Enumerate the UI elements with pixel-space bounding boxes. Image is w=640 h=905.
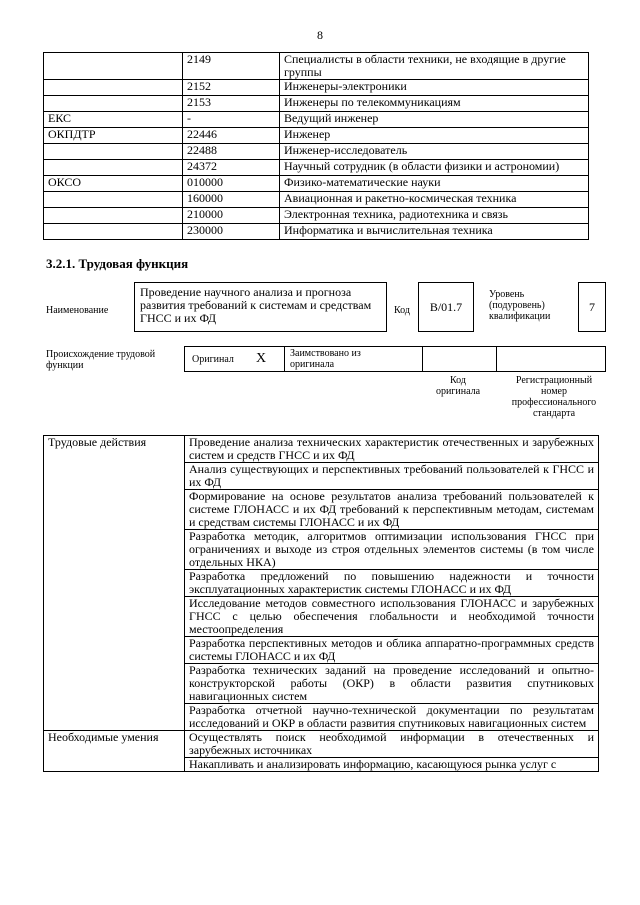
classifier-row xyxy=(44,192,589,208)
labor-action: Исследование методов совместного использования ГЛОНАСС и зарубежных ГНСС с целью обеспечения глобальности и необходимой точности местоопределения xyxy=(185,597,599,637)
labor-actions-table xyxy=(43,435,599,772)
classifier-code: 22446 xyxy=(183,128,280,144)
classifier-name xyxy=(44,160,183,176)
occupation-name: Физико-математические науки xyxy=(280,176,589,192)
classifier-name: ОКПДТР xyxy=(44,128,183,144)
labor-action: Разработка технических заданий на проведение исследований и опытно-конструкторской работы (ОКР) в области развития спутниковых навигационных систем xyxy=(185,664,599,704)
classifier-code: - xyxy=(183,112,280,128)
classifier-name xyxy=(44,80,183,96)
labor-action: Разработка методик, алгоритмов оптимизации использования ГНСС при ограничениях и выходе из строя отдельных элементов системы (в том числе отдельных НКА) xyxy=(185,530,599,570)
borrowed-label: Заимствовано из оригинала xyxy=(290,348,361,370)
occupation-name: Ведущий инженер xyxy=(280,112,589,128)
labor-actions-label: Трудовые действия xyxy=(44,436,185,731)
occupation-name: Авиационная и ракетно-космическая техника xyxy=(280,192,589,208)
level-value: 7 xyxy=(589,300,595,314)
occupation-name: Научный сотрудник (в области физики и астрономии) xyxy=(280,160,589,176)
classifier-name: ОКСО xyxy=(44,176,183,192)
classifier-code: 2153 xyxy=(183,96,280,112)
classifier-row xyxy=(44,96,589,112)
origin-label: Происхождение трудовой функции xyxy=(46,349,156,371)
classifier-row xyxy=(44,208,589,224)
level-label: Уровень (подуровень) квалификации xyxy=(489,289,551,322)
code-value: B/01.7 xyxy=(429,300,463,314)
skill-row xyxy=(44,731,599,758)
labor-action: Разработка предложений по повышению надежности и точности эксплуатационных характеристик системы ГЛОНАСС и их ФД xyxy=(185,570,599,597)
name-label: Наименование xyxy=(46,305,109,316)
code-label: Код xyxy=(394,305,410,316)
skill: Осуществлять поиск необходимой информации в отечественных и зарубежных источниках xyxy=(185,731,599,758)
classifier-code: 160000 xyxy=(183,192,280,208)
origin-box xyxy=(184,346,606,372)
reg-number-label: Регистрационный номер профессионального стандарта xyxy=(511,375,597,419)
skills-label: Необходимые умения xyxy=(44,731,185,772)
classifier-code: 210000 xyxy=(183,208,280,224)
origin-divider-2 xyxy=(422,346,423,372)
origin-divider-3 xyxy=(496,346,497,372)
level-box xyxy=(578,282,606,332)
classifier-row xyxy=(44,160,589,176)
classifier-table xyxy=(43,52,589,240)
classifier-code: 24372 xyxy=(183,160,280,176)
function-name: Проведение научного анализа и прогноза развития требований к системам и средствам ГНСС и их ФД xyxy=(140,285,372,325)
classifier-row xyxy=(44,112,589,128)
classifier-row xyxy=(44,128,589,144)
orig-code-label: Код оригинала xyxy=(435,375,481,397)
skill: Накапливать и анализировать информацию, касающуюся рынка услуг с xyxy=(185,758,599,772)
classifier-code: 22488 xyxy=(183,144,280,160)
classifier-code: 2149 xyxy=(183,53,280,80)
labor-action-row xyxy=(44,436,599,463)
labor-action: Проведение анализа технических характеристик отечественных и зарубежных систем и средств ГНСС и их ФД xyxy=(185,436,599,463)
occupation-name: Инженеры-электроники xyxy=(280,80,589,96)
labor-action: Формирование на основе результатов анализа требований пользователей к системе ГЛОНАСС и их ФД требований к перспективным методам, системам и средствам системы ГЛОНАСС и их ФД xyxy=(185,490,599,530)
labor-action: Анализ существующих и перспективных требований пользователей к ГНСС и их ФД xyxy=(185,463,599,490)
occupation-name: Инженеры по телекоммуникациям xyxy=(280,96,589,112)
classifier-code: 2152 xyxy=(183,80,280,96)
labor-action: Разработка перспективных методов и облика аппаратно-программных средств системы ГЛОНАСС и их ФД xyxy=(185,637,599,664)
classifier-name xyxy=(44,96,183,112)
occupation-name: Инженер xyxy=(280,128,589,144)
original-label: Оригинал xyxy=(192,354,234,365)
occupation-name: Электронная техника, радиотехника и связь xyxy=(280,208,589,224)
classifier-code: 230000 xyxy=(183,224,280,240)
classifier-row xyxy=(44,53,589,80)
classifier-row xyxy=(44,80,589,96)
occupation-name: Инженер-исследователь xyxy=(280,144,589,160)
original-mark: X xyxy=(256,351,267,366)
section-heading: 3.2.1. Трудовая функция xyxy=(46,256,189,271)
classifier-row xyxy=(44,144,589,160)
page-number: 8 xyxy=(317,28,323,42)
classifier-row xyxy=(44,224,589,240)
code-box xyxy=(418,282,474,332)
occupation-name: Специалисты в области техники, не входящие в другие группы xyxy=(280,53,589,80)
classifier-name xyxy=(44,224,183,240)
classifier-name xyxy=(44,144,183,160)
classifier-name: ЕКС xyxy=(44,112,183,128)
classifier-name xyxy=(44,53,183,80)
classifier-name xyxy=(44,192,183,208)
origin-divider-1 xyxy=(284,346,285,372)
classifier-row xyxy=(44,176,589,192)
occupation-name: Информатика и вычислительная техника xyxy=(280,224,589,240)
labor-action: Разработка отчетной научно-технической документации по результатам исследований и ОКР в области развития спутниковых навигационных систем xyxy=(185,704,599,731)
classifier-code: 010000 xyxy=(183,176,280,192)
classifier-name xyxy=(44,208,183,224)
function-name-box xyxy=(134,282,387,332)
